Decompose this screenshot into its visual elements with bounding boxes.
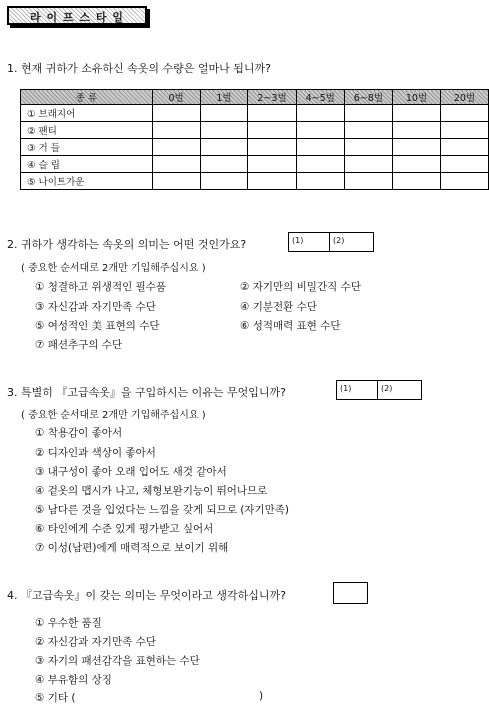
option-other: ⑤ 기타 ( <box>35 692 76 704</box>
column-header: 20벌 <box>440 90 488 105</box>
question-4: 4. 『고급속옷』이 갖는 의미는 무엇이라고 생각하십니까? <box>7 589 286 602</box>
answer-cell[interactable] <box>152 105 200 122</box>
answer-cell[interactable] <box>248 139 296 156</box>
answer-cell[interactable] <box>248 105 296 122</box>
answer-box-1[interactable] <box>336 380 378 400</box>
row-label: ④ 슬 립 <box>21 156 153 173</box>
column-header: 종 류 <box>21 90 153 105</box>
answer-cell[interactable] <box>296 139 344 156</box>
box-label: (1) <box>292 236 304 245</box>
option: ④ 기분전환 수단 <box>240 301 317 313</box>
answer-box[interactable] <box>333 582 368 604</box>
answer-cell[interactable] <box>393 173 441 190</box>
table-row <box>21 122 489 139</box>
answer-cell[interactable] <box>152 156 200 173</box>
option: ① 청결하고 위생적인 필수품 <box>35 281 166 293</box>
option: ⑥ 타인에게 수준 있게 평가받고 싶어서 <box>35 523 214 535</box>
column-header: 10벌 <box>393 90 441 105</box>
option: ③ 자신감과 자기만족 수단 <box>35 301 156 313</box>
row-label: ① 브래지어 <box>21 105 153 122</box>
answer-cell[interactable] <box>296 156 344 173</box>
option: ⑤ 남다른 것을 입었다는 느낌을 갖게 되므로 (자기만족) <box>35 504 289 516</box>
answer-cell[interactable] <box>152 173 200 190</box>
answer-cell[interactable] <box>200 105 248 122</box>
option: ③ 자기의 패션감각을 표현하는 수단 <box>35 655 200 667</box>
option: ② 자신감과 자기만족 수단 <box>35 636 156 648</box>
option: ② 자기만의 비밀간직 수단 <box>240 281 361 293</box>
option: ③ 내구성이 좋아 오래 입어도 새것 같아서 <box>35 466 227 478</box>
answer-cell[interactable] <box>296 173 344 190</box>
section-header <box>7 6 147 25</box>
option-other-close: ) <box>259 690 264 702</box>
box-label: (2) <box>333 236 345 245</box>
question-1: 1. 현재 귀하가 소유하신 속옷의 수량은 얼마나 됩니까? <box>7 62 271 75</box>
answer-cell[interactable] <box>393 139 441 156</box>
answer-cell[interactable] <box>344 139 392 156</box>
answer-cell[interactable] <box>248 156 296 173</box>
answer-cell[interactable] <box>296 105 344 122</box>
instruction-note: ( 중요한 순서대로 2개만 기입해주십시요 ) <box>21 410 206 421</box>
answer-cell[interactable] <box>200 122 248 139</box>
table-row <box>21 156 489 173</box>
answer-cell[interactable] <box>393 156 441 173</box>
column-header: 1벌 <box>200 90 248 105</box>
answer-cell[interactable] <box>344 105 392 122</box>
option: ⑤ 여성적인 美 표현의 수단 <box>35 320 160 332</box>
answer-cell[interactable] <box>440 105 488 122</box>
answer-cell[interactable] <box>393 105 441 122</box>
answer-box-2[interactable] <box>377 380 422 400</box>
answer-cell[interactable] <box>152 122 200 139</box>
answer-cell[interactable] <box>393 122 441 139</box>
answer-cell[interactable] <box>344 122 392 139</box>
answer-cell[interactable] <box>344 156 392 173</box>
answer-cell[interactable] <box>440 173 488 190</box>
table-row <box>21 105 489 122</box>
option: ④ 겉옷의 맵시가 나고, 체형보완기능이 뛰어나므로 <box>35 485 268 497</box>
question-2: 2. 귀하가 생각하는 속옷의 의미는 어떤 것인가요? <box>7 238 247 251</box>
column-header: 4~5벌 <box>296 90 344 105</box>
column-header: 6~8벌 <box>344 90 392 105</box>
option: ④ 부유함의 상징 <box>35 674 112 686</box>
box-label: (2) <box>381 384 393 393</box>
table-row <box>21 173 489 190</box>
answer-cell[interactable] <box>248 173 296 190</box>
answer-box-2[interactable] <box>329 232 374 252</box>
table-row <box>21 139 489 156</box>
other-input[interactable] <box>92 688 252 704</box>
table-header-row <box>21 90 489 105</box>
column-header: 2~3벌 <box>248 90 296 105</box>
row-label: ② 팬티 <box>21 122 153 139</box>
quantity-table <box>20 89 489 190</box>
answer-cell[interactable] <box>344 173 392 190</box>
answer-cell[interactable] <box>200 156 248 173</box>
answer-cell[interactable] <box>440 122 488 139</box>
option: ① 착용감이 좋아서 <box>35 427 123 439</box>
answer-cell[interactable] <box>200 139 248 156</box>
row-label: ③ 거 들 <box>21 139 153 156</box>
option: ② 디자인과 색상이 좋아서 <box>35 447 156 459</box>
question-3: 3. 특별히 『고급속옷』을 구입하시는 이유는 무엇입니까? <box>7 386 286 399</box>
answer-cell[interactable] <box>248 122 296 139</box>
row-label: ⑤ 나이트가운 <box>21 173 153 190</box>
box-label: (1) <box>340 384 352 393</box>
column-header: 0벌 <box>152 90 200 105</box>
answer-cell[interactable] <box>440 139 488 156</box>
answer-cell[interactable] <box>440 156 488 173</box>
option: ⑦ 패션추구의 수단 <box>35 339 123 351</box>
section-title: 라 이 프 스 타 일 <box>30 11 124 24</box>
answer-box-1[interactable] <box>288 232 330 252</box>
answer-cell[interactable] <box>296 122 344 139</box>
instruction-note: ( 중요한 순서대로 2개만 기입해주십시요 ) <box>21 263 206 274</box>
option: ① 우수한 품질 <box>35 617 102 629</box>
answer-cell[interactable] <box>200 173 248 190</box>
option: ⑥ 성적매력 표현 수단 <box>240 320 341 332</box>
option: ⑦ 이성(남편)에게 매력적으로 보이기 위해 <box>35 542 229 554</box>
answer-cell[interactable] <box>152 139 200 156</box>
